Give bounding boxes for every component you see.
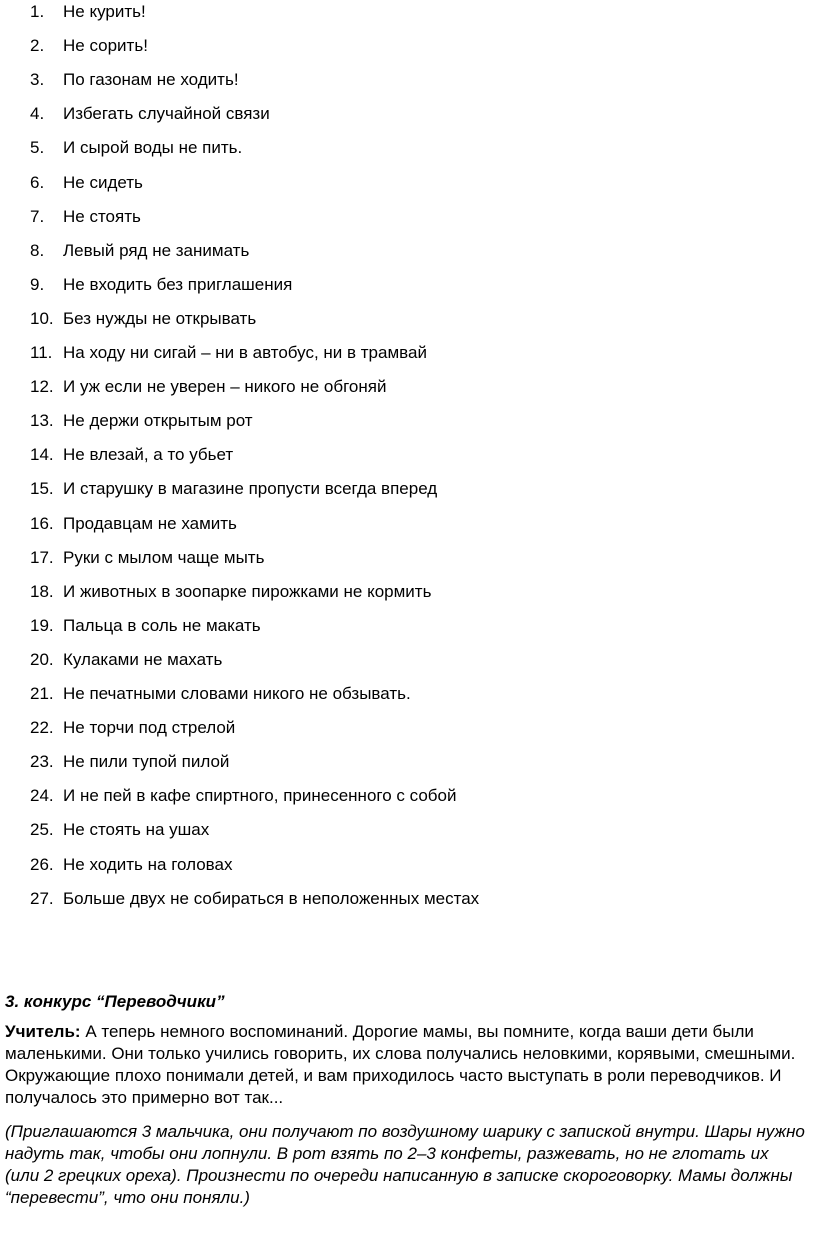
list-item-number: 16.: [30, 513, 54, 533]
list-item-number: 21.: [30, 684, 54, 703]
list-item-text: Не пили тупой пилой: [63, 752, 230, 772]
list-item-text: Не ходить на головах: [63, 854, 233, 874]
list-item-number: 27.: [30, 888, 54, 908]
list-item-text: Не торчи под стрелой: [63, 718, 236, 738]
list-item-text: Кулаками не махать: [63, 649, 223, 669]
list-item-number: 11.: [30, 343, 53, 362]
list-item-number: 6.: [30, 172, 45, 192]
list-item-text: Пальца в соль не макать: [63, 615, 261, 635]
list-item-number: 15.: [30, 479, 54, 499]
list-item-text: Продавцам не хамить: [63, 513, 237, 533]
list-item-number: 4.: [30, 104, 45, 124]
stage-direction: (Приглашаются 3 мальчика, они получают по воздушному шарику с запиской внутри. Шары нужно надуть так, чтобы они лопнули. В рот взять по 2–3 конфеты, разжевать, но не глотать их (или 2 грецких ореха). Произнести по очереди написанную в записке скороговорку. Мамы должны “перевести”, что они поняли.): [5, 1122, 805, 1207]
list-item-text: Руки с мылом чаще мыть: [63, 547, 265, 567]
list-item-number: 24.: [30, 786, 54, 806]
list-item-text: Не входить без приглашения: [63, 274, 293, 294]
list-item-text: Без нужды не открывать: [63, 308, 257, 328]
list-item-number: 13.: [30, 411, 54, 431]
section-heading: 3. конкурс “Переводчики”: [5, 992, 225, 1011]
list-item-number: 25.: [30, 820, 54, 840]
list-item-number: 22.: [30, 718, 54, 738]
list-item-number: 1.: [30, 2, 45, 21]
list-item-text: Больше двух не собираться в неположенных местах: [63, 888, 480, 908]
list-item-text: Не сидеть: [63, 172, 143, 192]
list-item-number: 18.: [30, 581, 54, 601]
list-item-text: Не стоять на ушах: [63, 820, 210, 840]
list-item-text: Не сорить!: [63, 36, 148, 56]
list-item-number: 5.: [30, 138, 45, 158]
list-item-text: Не стоять: [63, 206, 141, 226]
teacher-label: Учитель:: [5, 1022, 81, 1041]
list-item-text: Левый ряд не занимать: [63, 240, 250, 260]
list-item-text: По газонам не ходить!: [63, 70, 239, 90]
list-item-text: И животных в зоопарке пирожками не кормить: [63, 581, 432, 601]
list-item-text: И не пей в кафе спиртного, принесенного с собой: [63, 786, 457, 806]
list-item-number: 7.: [30, 206, 45, 226]
list-item-text: И уж если не уверен – никого не обгоняй: [63, 377, 387, 397]
list-item-number: 23.: [30, 752, 54, 772]
list-item-text: Не держи открытым рот: [63, 411, 253, 431]
list-item-number: 9.: [30, 274, 45, 294]
list-item-number: 14.: [30, 445, 54, 465]
list-item-number: 26.: [30, 854, 54, 874]
list-item-number: 2.: [30, 36, 45, 56]
list-item-number: 17.: [30, 547, 54, 567]
list-item-text: И старушку в магазине пропусти всегда вперед: [63, 479, 438, 499]
list-item-number: 8.: [30, 240, 45, 260]
teacher-text: А теперь немного воспоминаний. Дорогие мамы, вы помните, когда ваши дети были маленькими. Они только учились говорить, их слова получались неловкими, корявыми, смешными. Окружающие плохо понимали детей, и вам приходилось часто выступать в роли переводчиков. И получалось это примерно вот так...: [5, 1022, 796, 1107]
list-item-text: На ходу ни сигай – ни в автобус, ни в трамвай: [63, 343, 427, 362]
list-item-text: Не влезай, а то убьет: [63, 445, 234, 465]
list-item-text: Избегать случайной связи: [63, 104, 270, 124]
list-item-number: 12.: [30, 377, 54, 397]
list-item-number: 3.: [30, 70, 45, 90]
list-item-text: И сырой воды не пить.: [63, 138, 243, 158]
list-item-number: 10.: [30, 308, 54, 328]
list-item-text: Не курить!: [63, 2, 146, 21]
list-item-number: 19.: [30, 615, 54, 635]
teacher-paragraph: [5, 1021, 805, 1109]
list-item-number: 20.: [30, 649, 54, 669]
list-item-text: Не печатными словами никого не обзывать.: [63, 684, 411, 703]
